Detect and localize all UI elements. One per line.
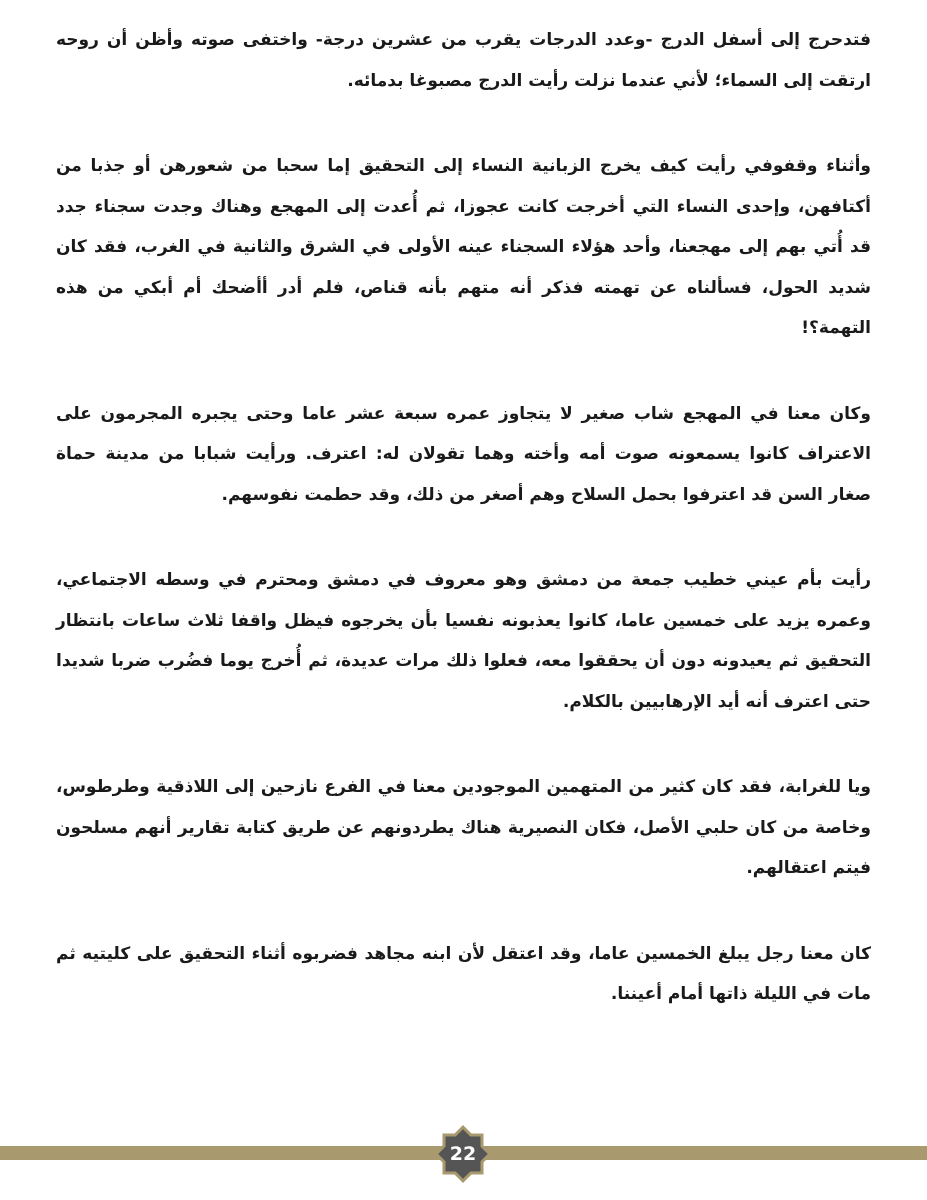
paragraph-6: كان معنا رجل يبلغ الخمسين عاما، وقد اعتقل لأن ابنه مجاهد فضربوه أثناء التحقيق على كليتيه ثم مات في الليلة ذاتها أمام أعيننا. [56,943,871,1004]
paragraph-3: وكان معنا في المهجع شاب صغير لا يتجاوز عمره سبعة عشر عاما وحتى يجبره المجرمون على الاعتراف كانوا يسمعونه صوت أمه وأخته وهما تقولان له: اعترف. ورأيت شبابا من مدينة حماة صغار السن قد اعترفوا بحمل السلاح وهم أصغر من ذلك، وقد حطمت نفوسهم. [56,403,871,505]
page-number: 22 [449,1143,477,1165]
body-text [56,20,871,1060]
paragraph-5: ويا للغرابة، فقد كان كثير من المتهمين الموجودين معنا في الفرع نازحين إلى اللاذقية وطرطوس، وخاصة من كان حلبي الأصل، فكان النصيرية هناك يطردونهم عن طريق كتابة تقارير أنهم مسلحون فيتم اعتقالهم. [56,777,871,878]
page-number-badge [434,1125,492,1183]
paragraph-1: فتدحرج إلى أسفل الدرج -وعدد الدرجات يقرب من عشرين درجة- واختفى صوته وأظن أن روحه ارتقت إلى السماء؛ لأني عندما نزلت رأيت الدرج مصبوغا بدمائه. [56,30,871,91]
paragraph-2: وأثناء وقفوفي رأيت كيف يخرج الزبانية النساء إلى التحقيق إما سحبا من شعورهن أو جذبا من أكتافهن، وإحدى النساء التي أخرجت كانت عجوزا، ثم أُعدت إلى المهجع وهناك وجدت سجناء جدد قد أُتي بهم إلى مهجعنا، وأحد هؤلاء السجناء عينه الأولى في الشرق والثانية في الغرب، فقد كان شديد الحول، فسألناه عن تهمته فذكر أنه متهم بأنه قناص، فلم أدر أأضحك أم أبكي من هذه التهمة؟! [56,156,871,338]
paragraph-4: رأيت بأم عيني خطيب جمعة من دمشق وهو معروف في دمشق ومحترم في وسطه الاجتماعي، وعمره يزيد على خمسين عاما، كانوا يعذبونه نفسيا بأن يخرجوه فيظل واقفا ثلاث ساعات بانتظار التحقيق ثم يعيدونه دون أن يحققوا معه، فعلوا ذلك مرات عديدة، ثم أُخرج يوما فضُرب ضربا شديدا حتى اعترف أنه أيد الإرهابيين بالكلام. [56,570,871,712]
